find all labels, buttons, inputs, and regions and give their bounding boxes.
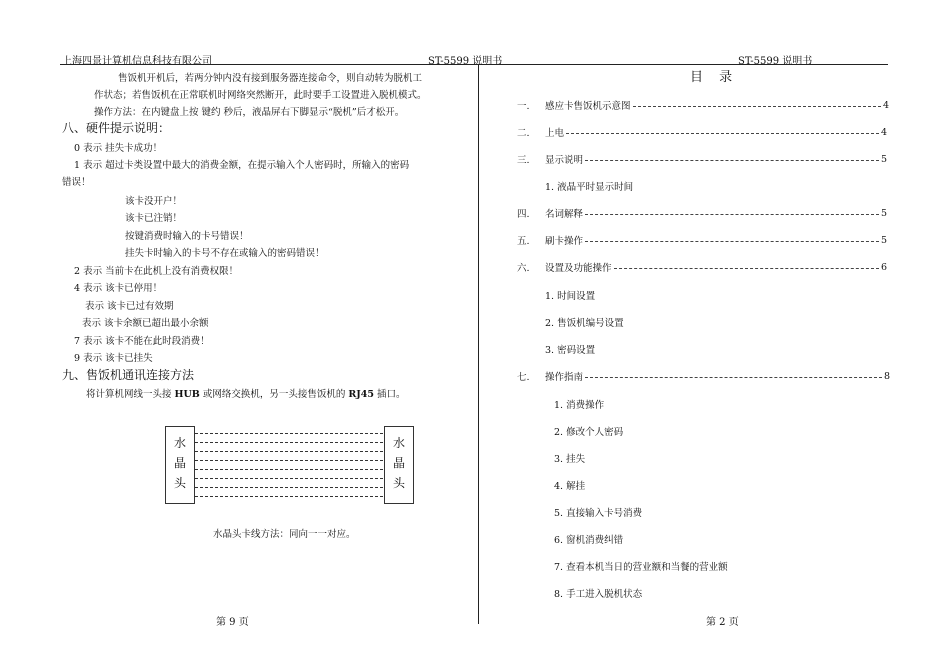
hint-line: 0 表示 挂失卡成功！ xyxy=(74,143,163,154)
hint-line: 该卡没开户！ xyxy=(125,196,183,207)
toc-label: 显示说明 xyxy=(545,155,584,166)
toc-subentry[interactable]: 2. 修改个人密码 xyxy=(554,427,624,438)
toc-subentry[interactable]: 7. 查看本机当日的营业额和当餐的营业额 xyxy=(554,562,728,573)
toc-subentry[interactable]: 8. 手工进入脱机状态 xyxy=(554,589,643,600)
toc-subentry[interactable]: 1. 液晶平时显示时间 xyxy=(545,182,634,193)
diagram-caption: 水晶头卡线方法：同向一一对应。 xyxy=(213,529,356,540)
toc-leader xyxy=(585,160,879,161)
rj45-term: RJ45 xyxy=(348,389,374,400)
wire-line xyxy=(195,478,383,479)
toc-entry[interactable] xyxy=(517,206,887,220)
connector-char: 头 xyxy=(392,476,405,490)
connector-char: 头 xyxy=(173,476,186,490)
company-name: 上海四景计算机信息科技有限公司 xyxy=(62,56,212,67)
toc-number: 二. xyxy=(517,128,530,139)
hint-line: 1 表示 超过卡类设置中最大的消费金额，在提示输入个人密码时，所输入的密码 xyxy=(74,160,410,171)
toc-page: 5 xyxy=(880,234,887,246)
toc-subentry[interactable]: 3. 密码设置 xyxy=(545,345,596,356)
hint-line: 表示 该卡余额已超出最小余额 xyxy=(82,318,209,329)
header-rule-right xyxy=(478,64,888,65)
hint-line: 7 表示 该卡不能在此时段消费！ xyxy=(74,336,210,347)
wire-line xyxy=(195,442,383,443)
toc-subentry[interactable]: 2. 售饭机编号设置 xyxy=(545,318,624,329)
toc-leader xyxy=(585,214,879,215)
section-9-title: 九、售饭机通讯连接方法 xyxy=(62,368,195,382)
section-8-title: 八、硬件提示说明： xyxy=(62,121,171,135)
toc-subentry[interactable]: 6. 窗机消费纠错 xyxy=(554,535,624,546)
toc-page: 6 xyxy=(880,261,887,273)
toc-page: 8 xyxy=(883,370,890,382)
connector-char: 水 xyxy=(392,436,405,450)
toc-label: 名词解释 xyxy=(545,209,584,220)
wire-line xyxy=(195,487,383,488)
toc-entry[interactable] xyxy=(517,369,890,383)
hint-line: 按键消费时输入的卡号错误！ xyxy=(125,231,249,242)
text-part: 插口。 xyxy=(374,389,406,400)
hint-line: 表示 该卡已过有效期 xyxy=(85,301,174,312)
wire-line xyxy=(195,496,383,497)
paragraph-line: 作状态；若售饭机在正常联机时网络突然断开，此时要手工设置进入脱机模式。 xyxy=(94,90,427,101)
toc-number: 六. xyxy=(517,263,530,274)
toc-page: 4 xyxy=(882,99,889,111)
right-page-number: 第 2 页 xyxy=(706,617,739,628)
wire-line xyxy=(195,451,383,452)
toc-label: 刷卡操作 xyxy=(545,236,584,247)
hint-line: 2 表示 当前卡在此机上没有消费权限！ xyxy=(74,266,239,277)
toc-entry[interactable] xyxy=(517,152,887,166)
left-page-number: 第 9 页 xyxy=(216,617,249,628)
toc-number: 一. xyxy=(517,101,530,112)
toc-number: 五. xyxy=(517,236,530,247)
connector-right-box xyxy=(384,426,414,504)
toc-number: 四. xyxy=(517,209,530,220)
toc-title: 目 录 xyxy=(690,70,739,85)
connector-left-box xyxy=(165,426,195,504)
doc-title-left: ST-5599 说明书 xyxy=(428,56,503,67)
hint-line: 挂失卡时输入的卡号不存在或输入的密码错误！ xyxy=(125,248,325,259)
hint-line: 该卡已注销！ xyxy=(125,213,183,224)
toc-subentry[interactable]: 4. 解挂 xyxy=(554,481,586,492)
toc-leader xyxy=(585,377,882,378)
toc-page: 5 xyxy=(880,207,887,219)
text-part: 或网络交换机，另一头接售饭机的 xyxy=(199,389,349,400)
hint-line: 4 表示 该卡已停用！ xyxy=(74,283,163,294)
toc-entry[interactable] xyxy=(517,260,887,274)
toc-entry[interactable] xyxy=(517,125,887,139)
toc-page: 5 xyxy=(880,153,887,165)
toc-subentry[interactable]: 5. 直接输入卡号消费 xyxy=(554,508,643,519)
toc-subentry[interactable]: 1. 消费操作 xyxy=(554,400,605,411)
doc-title-right: ST-5599 说明书 xyxy=(738,56,813,67)
wire-line xyxy=(195,460,383,461)
page-divider xyxy=(478,64,479,624)
toc-leader xyxy=(633,106,881,107)
toc-label: 设置及功能操作 xyxy=(545,263,612,274)
toc-number: 三. xyxy=(517,155,530,166)
wire-line xyxy=(195,469,383,470)
toc-label: 感应卡售饭机示意图 xyxy=(545,101,631,112)
toc-label: 操作指南 xyxy=(545,372,584,383)
toc-entry[interactable] xyxy=(517,98,889,112)
toc-page: 4 xyxy=(880,126,887,138)
wire-line xyxy=(195,433,383,434)
paragraph-line: 售饭机开机后，若两分钟内没有接到服务器连接命令，则自动转为脱机工 xyxy=(118,73,423,84)
toc-subentry[interactable]: 3. 挂失 xyxy=(554,454,586,465)
toc-subentry[interactable]: 1. 时间设置 xyxy=(545,291,596,302)
connector-char: 晶 xyxy=(173,456,186,470)
connector-char: 晶 xyxy=(392,456,405,470)
hint-line: 错误！ xyxy=(62,177,91,188)
toc-entry[interactable] xyxy=(517,233,887,247)
toc-leader xyxy=(614,268,879,269)
section-9-text xyxy=(86,386,406,400)
connector-char: 水 xyxy=(173,436,186,450)
toc-leader xyxy=(585,241,879,242)
hub-term: HUB xyxy=(174,389,200,400)
toc-number: 七. xyxy=(517,372,530,383)
hint-line: 9 表示 该卡已挂失 xyxy=(74,353,153,364)
text-part: 将计算机网线一头接 xyxy=(86,389,175,400)
paragraph-line: 操作方法：在内键盘上按 键约 秒后，液晶屏右下脚显示“脱机”后才松开。 xyxy=(94,107,405,118)
toc-leader xyxy=(566,133,879,134)
toc-label: 上电 xyxy=(545,128,565,139)
header-rule-left xyxy=(60,64,478,65)
